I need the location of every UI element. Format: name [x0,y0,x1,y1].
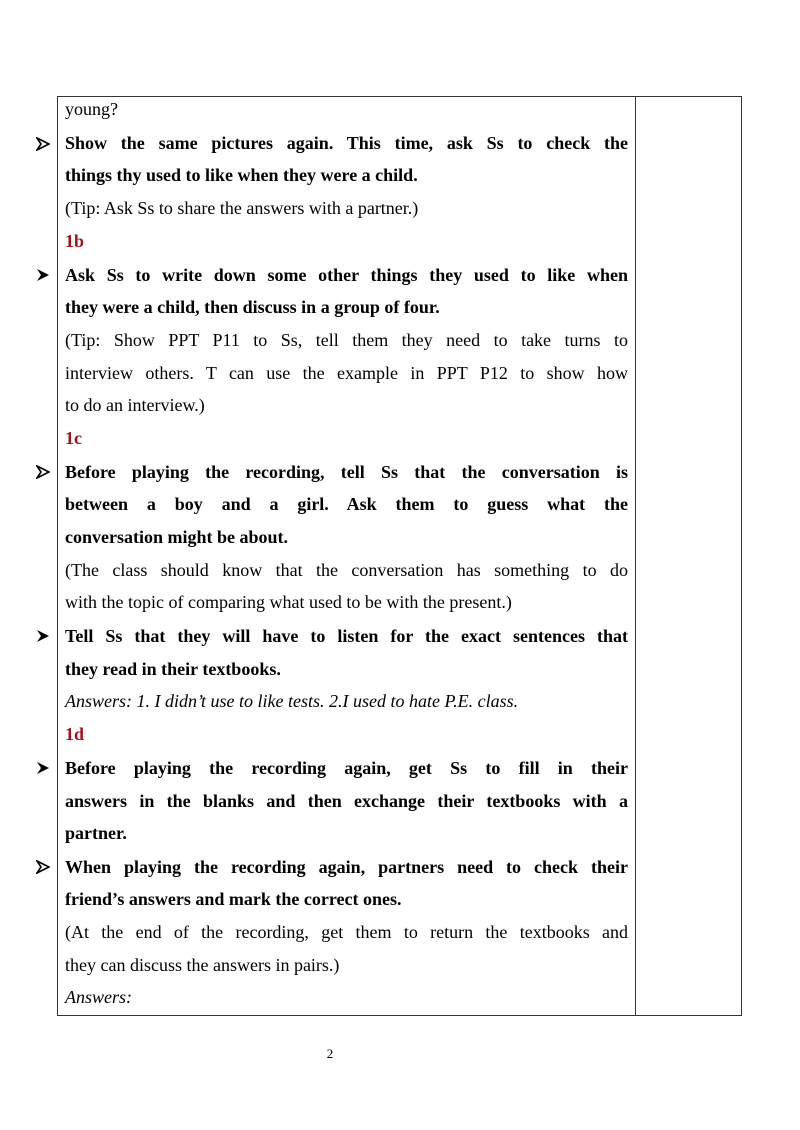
tip-line: to do an interview.) [65,395,205,415]
tip-line: interview others. T can use the example in PPT P12 to show how [65,363,628,383]
instruction-line: When playing the recording again, partners need to check their [65,857,628,877]
instruction-line: they read in their textbooks. [65,659,281,679]
text-line: young? [65,99,118,119]
instruction-line: answers in the blanks and then exchange their textbooks with a [65,791,628,811]
section-heading-1b: 1b [65,231,85,251]
arrowhead-bullet-icon [36,465,50,479]
arrowhead-bullet-icon [36,761,50,775]
note-line: (At the end of the recording, get them to return the textbooks and [65,922,628,942]
instruction-line: Before playing the recording again, get Ss to fill in their [65,758,628,778]
arrowhead-bullet-icon [36,137,50,151]
answers-line: Answers: [65,987,132,1007]
arrowhead-bullet-icon [36,268,50,282]
note-line: with the topic of comparing what used to be with the present.) [65,592,512,612]
section-heading-1c: 1c [65,428,82,448]
answers-line: Answers: 1. I didn’t use to like tests. 2.I used to hate P.E. class. [65,691,519,711]
tip-line: (Tip: Ask Ss to share the answers with a partner.) [65,198,419,218]
tip-line: (Tip: Show PPT P11 to Ss, tell them they need to take turns to [65,330,628,350]
note-line: (The class should know that the conversation has something to do [65,560,628,580]
instruction-line: Tell Ss that they will have to listen for the exact sentences that [65,626,628,646]
instruction-line: Show the same pictures again. This time, ask Ss to check the [65,133,628,153]
instruction-line: between a boy and a girl. Ask them to guess what the [65,494,628,514]
instruction-line: they were a child, then discuss in a group of four. [65,297,440,317]
instruction-line: Ask Ss to write down some other things they used to like when [65,265,628,285]
instruction-line: friend’s answers and mark the correct ones. [65,889,402,909]
instruction-line: partner. [65,823,127,843]
instruction-line: conversation might be about. [65,527,289,547]
arrowhead-bullet-icon [36,629,50,643]
table-column-divider [635,96,636,1016]
section-heading-1d: 1d [65,724,85,744]
arrowhead-bullet-icon [36,860,50,874]
instruction-line: Before playing the recording, tell Ss that the conversation is [65,462,628,482]
instruction-line: things thy used to like when they were a child. [65,165,418,185]
page-number: 2 [326,1046,334,1061]
note-line: they can discuss the answers in pairs.) [65,955,340,975]
